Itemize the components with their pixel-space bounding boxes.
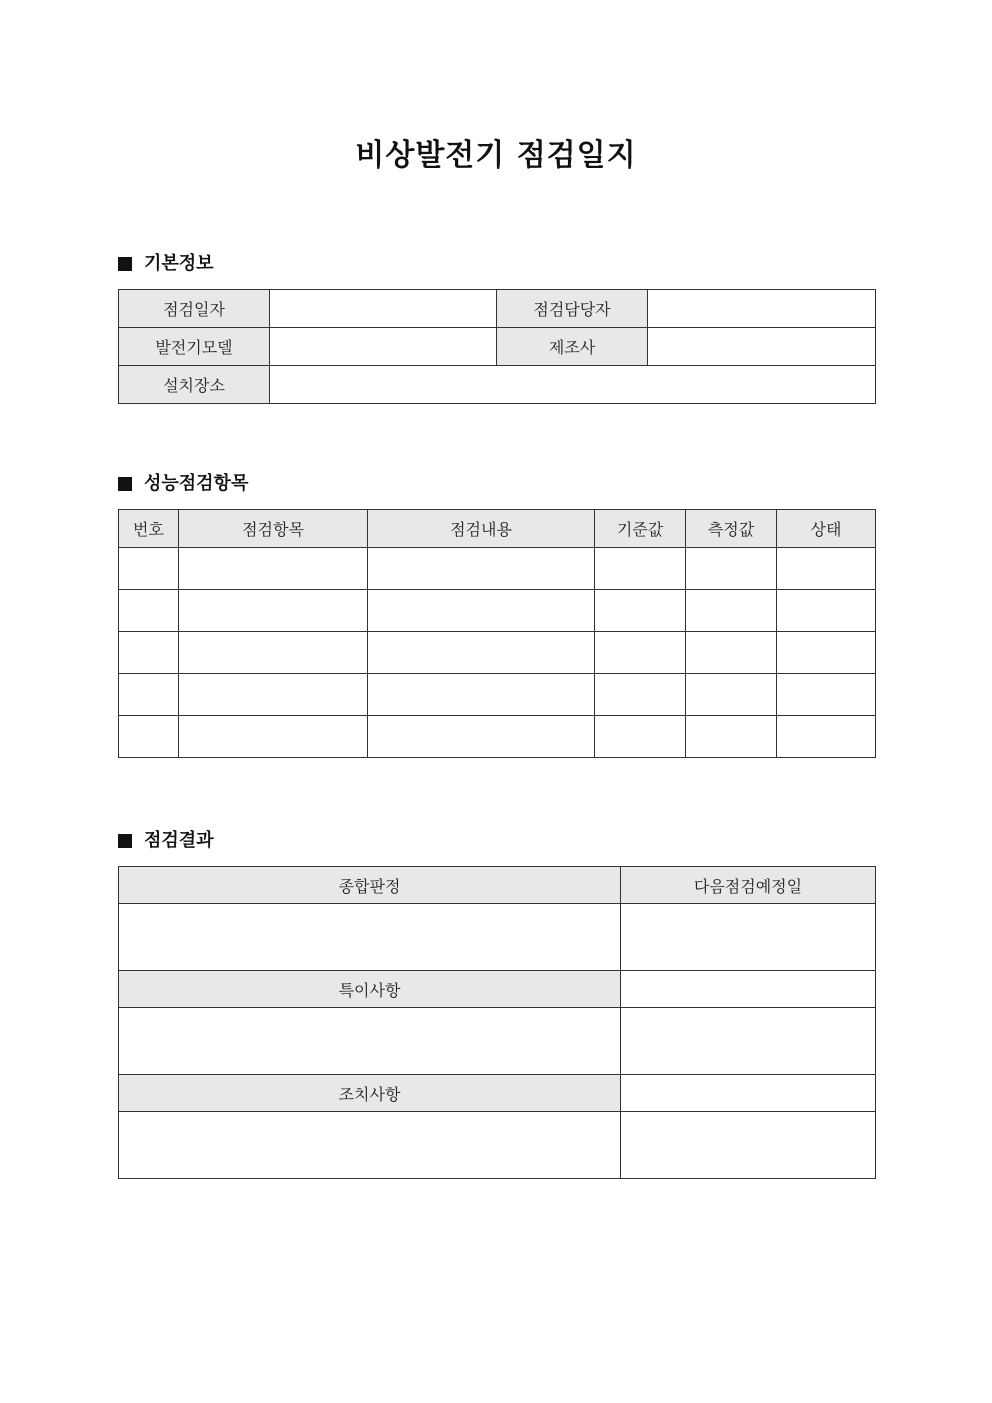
result-right-divider <box>620 970 875 971</box>
install-location-field[interactable] <box>270 366 876 404</box>
table-cell[interactable] <box>119 548 179 590</box>
table-cell[interactable] <box>119 716 179 758</box>
table-cell[interactable] <box>595 674 686 716</box>
column-header-status: 상태 <box>777 510 876 548</box>
result-right-divider <box>620 1007 875 1008</box>
section-heading-performance-text: 성능점검항목 <box>144 473 249 494</box>
table-cell[interactable] <box>119 632 179 674</box>
overall-judgment-field[interactable] <box>119 904 621 971</box>
manufacturer-label: 제조사 <box>497 328 648 366</box>
table-cell[interactable] <box>179 590 368 632</box>
table-cell[interactable] <box>595 632 686 674</box>
column-header-standard: 기준값 <box>595 510 686 548</box>
table-cell[interactable] <box>777 716 876 758</box>
table-cell[interactable] <box>686 548 777 590</box>
document-title: 비상발전기 점검일지 <box>355 138 637 173</box>
inspection-date-label: 점검일자 <box>119 290 270 328</box>
column-header-item: 점검항목 <box>179 510 368 548</box>
table-row <box>119 716 876 758</box>
table-cell[interactable] <box>777 674 876 716</box>
generator-model-field[interactable] <box>270 328 497 366</box>
generator-model-label: 발전기모델 <box>119 328 270 366</box>
table-cell[interactable] <box>595 590 686 632</box>
square-bullet-icon <box>118 257 132 271</box>
table-cell[interactable] <box>686 632 777 674</box>
remarks-field[interactable] <box>119 1008 621 1075</box>
result-right-divider <box>620 1111 875 1112</box>
install-location-label: 설치장소 <box>119 366 270 404</box>
overall-judgment-label: 종합판정 <box>119 867 621 904</box>
inspector-field[interactable] <box>648 290 876 328</box>
table-cell[interactable] <box>368 674 595 716</box>
table-cell[interactable] <box>686 716 777 758</box>
table-cell[interactable] <box>777 548 876 590</box>
square-bullet-icon <box>118 834 132 848</box>
manufacturer-field[interactable] <box>648 328 876 366</box>
table-cell[interactable] <box>179 674 368 716</box>
table-cell[interactable] <box>595 716 686 758</box>
table-cell[interactable] <box>368 590 595 632</box>
table-row <box>119 674 876 716</box>
table-cell[interactable] <box>777 632 876 674</box>
inspection-date-field[interactable] <box>270 290 497 328</box>
table-cell[interactable] <box>119 590 179 632</box>
actions-field[interactable] <box>119 1112 621 1179</box>
section-heading-result <box>118 828 214 854</box>
table-cell[interactable] <box>179 716 368 758</box>
table-cell[interactable] <box>368 632 595 674</box>
next-inspection-date-label: 다음점검예정일 <box>621 867 876 904</box>
next-inspection-date-field[interactable] <box>621 904 876 1179</box>
table-cell[interactable] <box>368 716 595 758</box>
table-cell[interactable] <box>595 548 686 590</box>
basic-info-table <box>118 289 876 404</box>
section-heading-result-text: 점검결과 <box>144 830 214 851</box>
table-cell[interactable] <box>686 674 777 716</box>
remarks-label: 특이사항 <box>119 971 621 1008</box>
table-cell[interactable] <box>368 548 595 590</box>
table-cell[interactable] <box>179 632 368 674</box>
column-header-content: 점검내용 <box>368 510 595 548</box>
table-cell[interactable] <box>179 548 368 590</box>
performance-table <box>118 509 876 758</box>
square-bullet-icon <box>118 477 132 491</box>
actions-label: 조치사항 <box>119 1075 621 1112</box>
table-row <box>119 548 876 590</box>
column-header-number: 번호 <box>119 510 179 548</box>
result-right-divider <box>620 1074 875 1075</box>
column-header-measured: 측정값 <box>686 510 777 548</box>
table-cell[interactable] <box>119 674 179 716</box>
table-cell[interactable] <box>686 590 777 632</box>
section-heading-basic <box>118 251 214 277</box>
section-heading-basic-text: 기본정보 <box>144 253 214 274</box>
table-row <box>119 590 876 632</box>
table-row <box>119 632 876 674</box>
section-heading-performance <box>118 471 248 497</box>
inspector-label: 점검담당자 <box>497 290 648 328</box>
result-table <box>118 866 876 1179</box>
table-cell[interactable] <box>777 590 876 632</box>
